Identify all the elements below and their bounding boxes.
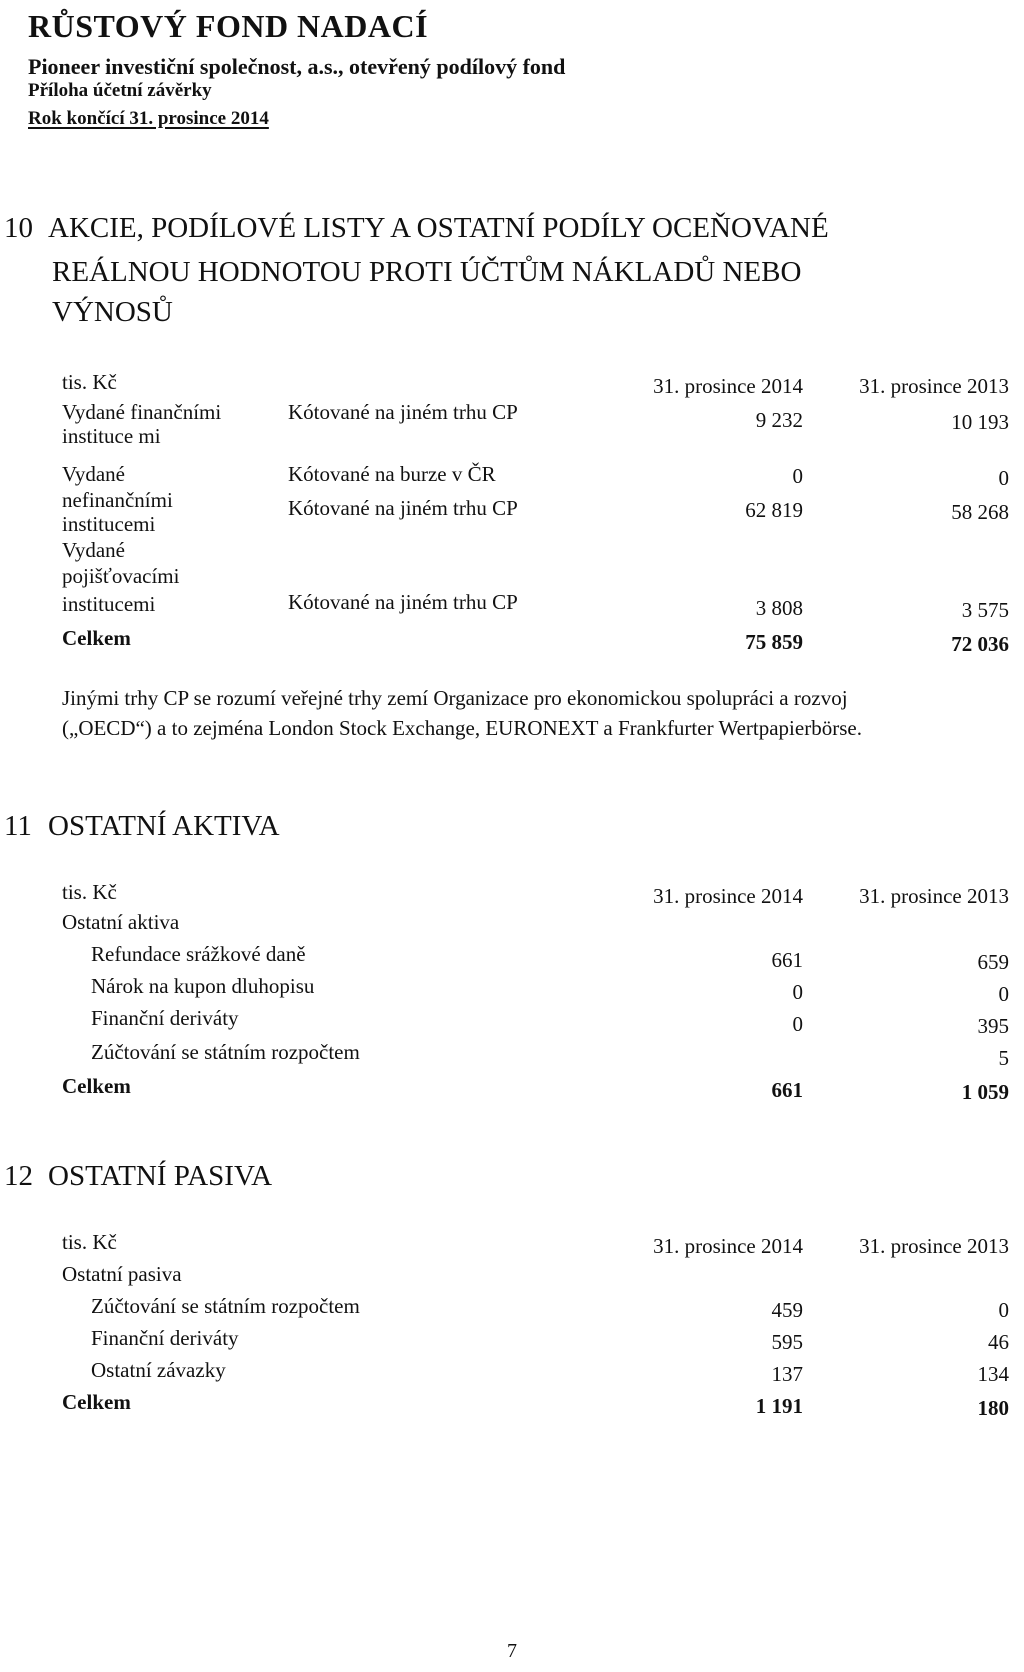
issuer-label: Vydané [62, 538, 125, 562]
row-label: Nárok na kupon dluhopisu [91, 974, 315, 998]
row-label: Finanční deriváty [91, 1326, 239, 1350]
section-number: 12 [4, 1160, 33, 1192]
value-2014: 9 232 [755, 408, 803, 432]
total-label: Celkem [62, 1074, 131, 1098]
total-2014: 1 191 [755, 1394, 803, 1418]
section-number: 10 [4, 212, 33, 244]
market-label: Kótované na jiném trhu CP [288, 496, 518, 520]
total-2013: 1 059 [961, 1080, 1009, 1104]
issuer-label: pojišťovacími [62, 564, 180, 588]
value-2014: 0 [792, 1012, 803, 1036]
market-label: Kótované na burze v ČR [288, 462, 496, 486]
value-2013: 58 268 [951, 500, 1009, 524]
value-2013: 659 [977, 950, 1009, 974]
issuer-label: Vydané finančními [62, 400, 222, 424]
value-2014: 3 808 [755, 596, 803, 620]
value-2013: 395 [977, 1014, 1009, 1038]
total-2014: 661 [771, 1078, 803, 1102]
fund-title: RŮSTOVÝ FOND NADACÍ [28, 8, 429, 44]
issuer-label: nefinančními [62, 488, 173, 512]
section-title: OSTATNÍ PASIVA [48, 1160, 273, 1192]
value-2013: 5 [998, 1046, 1009, 1070]
value-2014: 459 [771, 1298, 803, 1322]
section-11-heading [4, 810, 280, 843]
issuer-label: institucemi [62, 592, 156, 616]
market-label: Kótované na jiném trhu CP [288, 400, 518, 424]
unit-label: tis. Kč [62, 370, 117, 394]
total-2014: 75 859 [745, 630, 803, 654]
section-number: 11 [4, 810, 32, 842]
value-2014: 661 [771, 948, 803, 972]
row-label: Zúčtování se státním rozpočtem [91, 1294, 360, 1318]
row-label: Ostatní závazky [91, 1358, 226, 1382]
total-label: Celkem [62, 1390, 131, 1414]
section-title-line: REÁLNOU HODNOTOU PROTI ÚČTŮM NÁKLADŮ NEBO [52, 256, 802, 288]
value-2014: 0 [792, 980, 803, 1004]
company-name: Pioneer investiční společnost, a.s., otevřený podílový fond [28, 54, 566, 79]
total-label: Celkem [62, 626, 131, 650]
period-label: Rok končící 31. prosince 2014 [28, 108, 269, 129]
section-title-line: AKCIE, PODÍLOVÉ LISTY A OSTATNÍ PODÍLY OCEŇOVANÉ [48, 212, 829, 244]
column-header-2013: 31. prosince 2013 [859, 884, 1009, 908]
note-text: („OECD“) a to zejména London Stock Exchange, EURONEXT a Frankfurter Wertpapierbörse. [62, 716, 862, 740]
section-12-heading [4, 1160, 272, 1193]
row-label: Zúčtování se státním rozpočtem [91, 1040, 360, 1064]
group-label: Ostatní aktiva [62, 910, 180, 934]
value-2013: 134 [977, 1362, 1009, 1386]
unit-label: tis. Kč [62, 880, 117, 904]
note-text: Jinými trhy CP se rozumí veřejné trhy zemí Organizace pro ekonomickou spolupráci a rozvoj [62, 686, 848, 710]
market-label: Kótované na jiném trhu CP [288, 590, 518, 614]
column-header-2014: 31. prosince 2014 [653, 1234, 803, 1258]
value-2013: 0 [998, 1298, 1009, 1322]
unit-label: tis. Kč [62, 1230, 117, 1254]
column-header-2014: 31. prosince 2014 [653, 374, 803, 398]
value-2013: 0 [998, 982, 1009, 1006]
issuer-label: instituce mi [62, 424, 161, 448]
issuer-label: Vydané [62, 462, 125, 486]
row-label: Finanční deriváty [91, 1006, 239, 1030]
value-2014: 595 [771, 1330, 803, 1354]
value-2014: 62 819 [745, 498, 803, 522]
section-10-heading [4, 212, 829, 245]
row-label: Refundace srážkové daně [91, 942, 306, 966]
total-2013: 180 [977, 1396, 1009, 1420]
column-header-2013: 31. prosince 2013 [859, 1234, 1009, 1258]
value-2013: 10 193 [951, 410, 1009, 434]
total-2013: 72 036 [951, 632, 1009, 656]
page-number: 7 [507, 1640, 517, 1662]
value-2013: 0 [998, 466, 1009, 490]
document-name: Příloha účetní závěrky [28, 80, 212, 101]
section-title: OSTATNÍ AKTIVA [48, 810, 280, 842]
column-header-2013: 31. prosince 2013 [859, 374, 1009, 398]
section-title-line: VÝNOSŮ [52, 296, 173, 328]
group-label: Ostatní pasiva [62, 1262, 182, 1286]
value-2013: 46 [988, 1330, 1009, 1354]
value-2013: 3 575 [961, 598, 1009, 622]
value-2014: 137 [771, 1362, 803, 1386]
value-2014: 0 [792, 464, 803, 488]
column-header-2014: 31. prosince 2014 [653, 884, 803, 908]
issuer-label: institucemi [62, 512, 156, 536]
